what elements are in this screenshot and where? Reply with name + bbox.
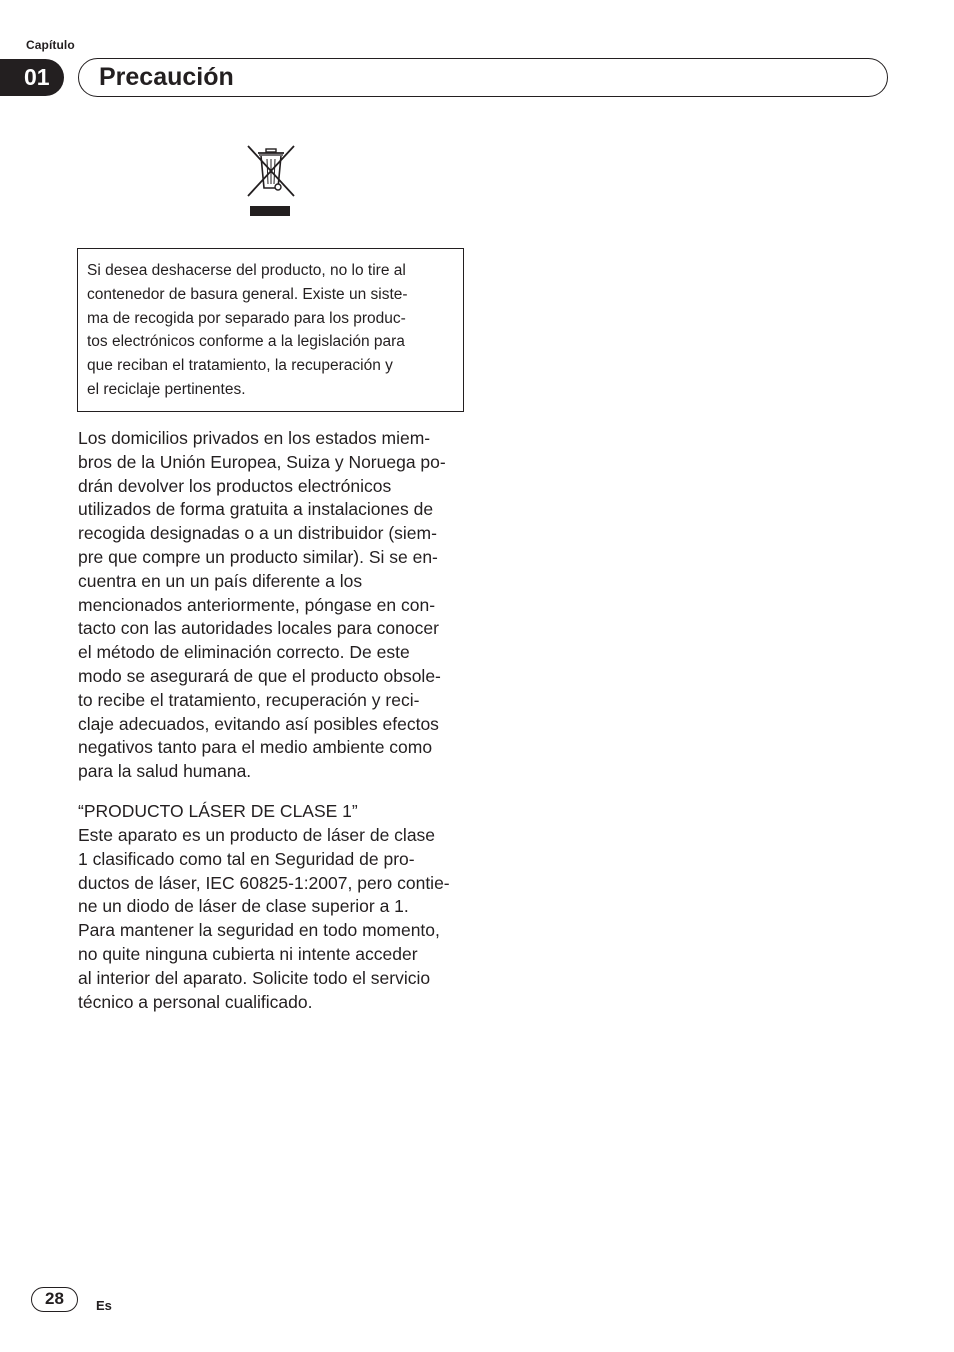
page-title: Precaución <box>99 63 234 91</box>
disposal-paragraph: Los domicilios privados en los estados miem- bros de la Unión Europea, Suiza y Noruega po- drán devolver los productos electrónicos utilizados de forma gratuita a instalaciones de recogida designadas o a un distribuidor (siem- pre que compre un producto similar). Si se en- cuentra en un un país diferente a los mencionados anteriormente, póngase en con- tacto con las autoridades locales para conocer el método de eliminación correcto. De este modo se asegurará de que el producto obsole- to recibe el tratamiento, recuperación y reci- claje adecuados, evitando así posibles efectos negativos tanto para el medio ambiente como para la salud humana. <box>78 428 446 782</box>
disposal-notice-box <box>77 248 464 412</box>
chapter-number: 01 <box>0 59 64 96</box>
laser-paragraph: Este aparato es un producto de láser de clase 1 clasificado como tal en Seguridad de pro- ductos de láser, IEC 60825-1:2007, pero contie- ne un diodo de láser de clase superior a 1. Para mantener la seguridad en todo momento, no quite ninguna cubierta ni intente acceder al interior del aparato. Solicite todo el servicio técnico a personal cualificado. <box>78 825 450 1012</box>
laser-heading: “PRODUCTO LÁSER DE CLASE 1” <box>78 801 358 821</box>
language-code: Es <box>96 1298 112 1313</box>
disposal-notice-text: Si desea deshacerse del producto, no lo tire al contenedor de basura general. Existe un siste- ma de recogida por separado para los produc- tos electrónicos conforme a la legislación para que reciban el tratamiento, la recuperación y el reciclaje pertinentes. <box>87 262 408 398</box>
page-number: 28 <box>31 1287 78 1312</box>
crossed-out-wheeled-bin-icon <box>243 142 299 218</box>
chapter-label: Capítulo <box>26 38 75 52</box>
chapter-title-box <box>78 58 888 97</box>
